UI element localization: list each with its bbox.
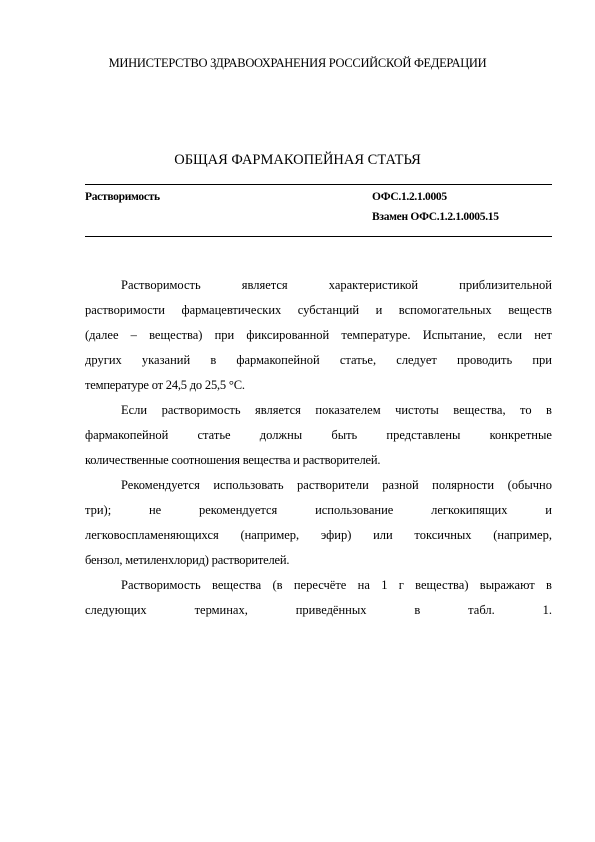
body-line: температуре от 24,5 до 25,5 °С. — [85, 378, 245, 392]
body-word: если — [497, 328, 523, 342]
body-line: бензол, метиленхлорид) растворителей. — [85, 553, 290, 567]
body-line — [85, 325, 552, 345]
body-word: растворимость — [161, 403, 241, 417]
body-word: фармакопейной — [85, 428, 169, 442]
body-word: Если — [121, 403, 148, 417]
body-word: использование — [315, 503, 394, 517]
body-word: является — [255, 403, 301, 417]
body-word: в — [546, 403, 552, 417]
body-word: растворители — [297, 478, 369, 492]
body-line — [85, 425, 552, 445]
body-word: при — [532, 353, 552, 367]
body-word: не — [148, 503, 162, 517]
body-word: легковоспламеняющихся — [85, 528, 219, 542]
body-word: чистоты — [395, 403, 439, 417]
body-word: (далее — [85, 328, 119, 342]
body-word: 1. — [542, 603, 552, 617]
top-divider — [85, 184, 552, 185]
body-word: вещества — [212, 578, 262, 592]
body-word: (например, — [240, 528, 300, 542]
body-line: количественные соотношения вещества и растворителей. — [85, 453, 381, 467]
body-line — [85, 575, 552, 595]
body-word: быть — [331, 428, 358, 442]
body-word: в — [546, 578, 552, 592]
body-word: Растворимость — [121, 578, 201, 592]
body-word: фиксированной — [246, 328, 330, 342]
body-word: следует — [396, 353, 437, 367]
body-word: Испытание, — [422, 328, 486, 342]
body-word: или — [373, 528, 393, 542]
body-word: нет — [534, 328, 552, 342]
body-word: следующих — [85, 603, 147, 617]
body-line — [85, 475, 552, 495]
body-word: в — [210, 353, 217, 367]
body-word: и — [375, 303, 383, 317]
body-word: конкретные — [489, 428, 552, 442]
body-word: характеристикой — [328, 278, 419, 292]
body-word: показателем — [315, 403, 381, 417]
body-word: (например, — [493, 528, 552, 542]
body-word: фармакопейной — [236, 353, 320, 367]
body-word: субстанций — [297, 303, 360, 317]
body-word: других — [85, 353, 122, 367]
document-title: Растворимость — [85, 191, 160, 203]
body-word: при — [214, 328, 235, 342]
body-word: фармацевтических — [181, 303, 282, 317]
body-word: три); — [85, 503, 112, 517]
body-word: табл. — [468, 603, 495, 617]
body-word: в — [414, 603, 421, 617]
body-word: пересчёте — [293, 578, 347, 592]
ministry-header: МИНИСТЕРСТВО ЗДРАВООХРАНЕНИЯ РОССИЙСКОЙ ФЕДЕРАЦИИ — [108, 56, 487, 70]
body-word: и — [545, 503, 552, 517]
body-word: Рекомендуется — [121, 478, 200, 492]
body-word: г — [398, 578, 404, 592]
body-word: на — [357, 578, 370, 592]
body-word: указаний — [141, 353, 191, 367]
body-line — [85, 600, 552, 620]
body-line — [85, 275, 552, 295]
body-word: веществ — [508, 303, 552, 317]
body-word: является — [241, 278, 288, 292]
body-line — [85, 500, 552, 520]
article-type-heading: ОБЩАЯ ФАРМАКОПЕЙНАЯ СТАТЬЯ — [174, 152, 421, 168]
body-word: проводить — [457, 353, 513, 367]
body-word: полярности — [432, 478, 495, 492]
body-line — [85, 400, 552, 420]
body-word: представлены — [386, 428, 461, 442]
body-word: статье — [197, 428, 231, 442]
body-word: легкокипящих — [431, 503, 508, 517]
body-word: вещества) — [149, 328, 203, 342]
body-word: вещества) — [415, 578, 469, 592]
body-word: растворимости — [85, 303, 165, 317]
body-word: статье, — [339, 353, 377, 367]
body-word: рекомендуется — [198, 503, 278, 517]
body-word: должны — [259, 428, 303, 442]
bottom-divider — [85, 236, 552, 237]
body-word: температуре. — [341, 328, 411, 342]
body-word: вещества, — [453, 403, 506, 417]
body-word: токсичных — [414, 528, 472, 542]
body-word: вспомогательных — [398, 303, 492, 317]
document-code: ОФС.1.2.1.0005 — [372, 191, 447, 203]
body-word: приведённых — [295, 603, 367, 617]
body-word: выражают — [479, 578, 535, 592]
body-word: то — [520, 403, 532, 417]
document-replaces: Взамен ОФС.1.2.1.0005.15 — [372, 211, 499, 223]
body-line — [85, 525, 552, 545]
body-word: разной — [382, 478, 419, 492]
body-word: Растворимость — [121, 278, 201, 292]
body-word: 1 — [381, 578, 388, 592]
body-word: использовать — [213, 478, 284, 492]
body-line — [85, 300, 552, 320]
body-word: терминах, — [194, 603, 248, 617]
body-word: – — [130, 328, 137, 342]
body-word: приблизительной — [459, 278, 552, 292]
body-word: эфир) — [320, 528, 352, 542]
body-word: (в — [272, 578, 283, 592]
body-line — [85, 350, 552, 370]
body-word: (обычно — [507, 478, 552, 492]
